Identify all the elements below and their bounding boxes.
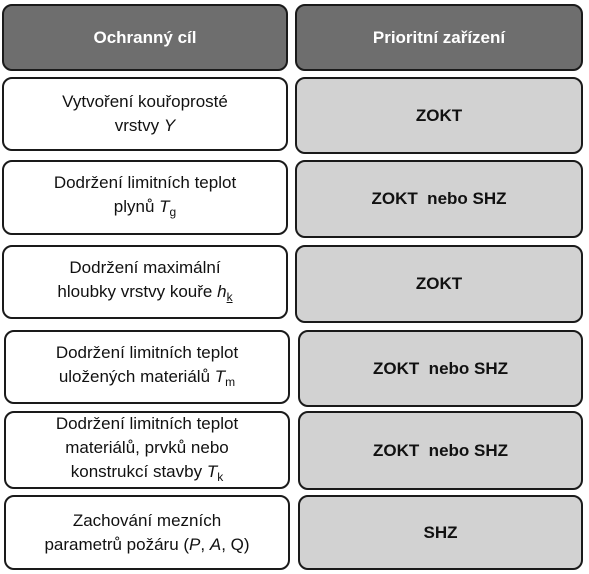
goal-text: Vytvoření kouřoprosté bbox=[62, 92, 228, 111]
goal-text: Dodržení limitních teplot bbox=[53, 173, 237, 192]
header-priority-device bbox=[295, 4, 583, 71]
goal-symbol: $T_m$ bbox=[214, 366, 236, 389]
device-label: ZOKT nebo SHZ bbox=[371, 189, 507, 208]
fire-parameter-p: P bbox=[189, 534, 201, 554]
header-protective-goal-label: Ochranný cíl bbox=[93, 27, 197, 47]
goal-text: , Q) bbox=[221, 534, 250, 554]
goal-cell-6 bbox=[4, 495, 290, 570]
device-cell-2 bbox=[295, 160, 583, 238]
device-cell-5 bbox=[298, 411, 583, 490]
goal-text: Dodržení limitních teplot bbox=[55, 413, 239, 433]
goal-cell-1 bbox=[2, 77, 288, 151]
goal-symbol-subscript: k bbox=[226, 289, 233, 304]
goal-text: plynů bbox=[113, 197, 155, 216]
goal-text: konstrukcí stavby bbox=[70, 461, 203, 481]
goal-text: parametrů požáru ( bbox=[44, 534, 190, 554]
device-label: ZOKT bbox=[415, 274, 463, 293]
device-label: ZOKT bbox=[415, 105, 463, 125]
device-label: SHZ bbox=[423, 522, 458, 542]
goal-text: Dodržení maximální bbox=[69, 257, 221, 277]
device-label: ZOKT nebo SHZ bbox=[372, 440, 509, 460]
device-label: ZOKT nebo SHZ bbox=[372, 358, 509, 378]
device-cell-1 bbox=[295, 77, 583, 154]
goal-text: Zachování mezních bbox=[72, 510, 222, 530]
goal-symbol: Y bbox=[163, 116, 176, 135]
goal-text: materiálů, prvků nebo bbox=[65, 437, 229, 457]
goal-text: , bbox=[200, 534, 210, 554]
device-cell-3 bbox=[295, 245, 583, 323]
goal-cell-4 bbox=[4, 330, 290, 404]
goal-cell-2 bbox=[2, 160, 288, 235]
goal-symbol-subscript: m bbox=[225, 374, 236, 389]
goal-symbol-subscript: g bbox=[169, 205, 177, 219]
goal-symbol-subscript: k bbox=[217, 469, 224, 484]
goal-text: vrstvy bbox=[114, 116, 160, 135]
goal-text: uložených materiálů bbox=[58, 366, 211, 386]
goal-text: hloubky vrstvy kouře bbox=[57, 281, 213, 301]
goal-symbol: $h_k$ bbox=[217, 281, 233, 304]
device-cell-6 bbox=[298, 495, 583, 570]
goal-cell-3 bbox=[2, 245, 288, 319]
device-cell-4 bbox=[298, 330, 583, 407]
fire-parameter-a: A bbox=[209, 534, 222, 554]
goal-symbol: $T_k$ bbox=[206, 461, 224, 484]
header-protective-goal bbox=[2, 4, 288, 71]
goal-cell-5 bbox=[4, 411, 290, 489]
header-priority-device-label: Prioritní zařízení bbox=[372, 27, 506, 47]
goal-text: Dodržení limitních teplot bbox=[55, 342, 239, 362]
goal-symbol: $T_g$ bbox=[159, 197, 177, 219]
